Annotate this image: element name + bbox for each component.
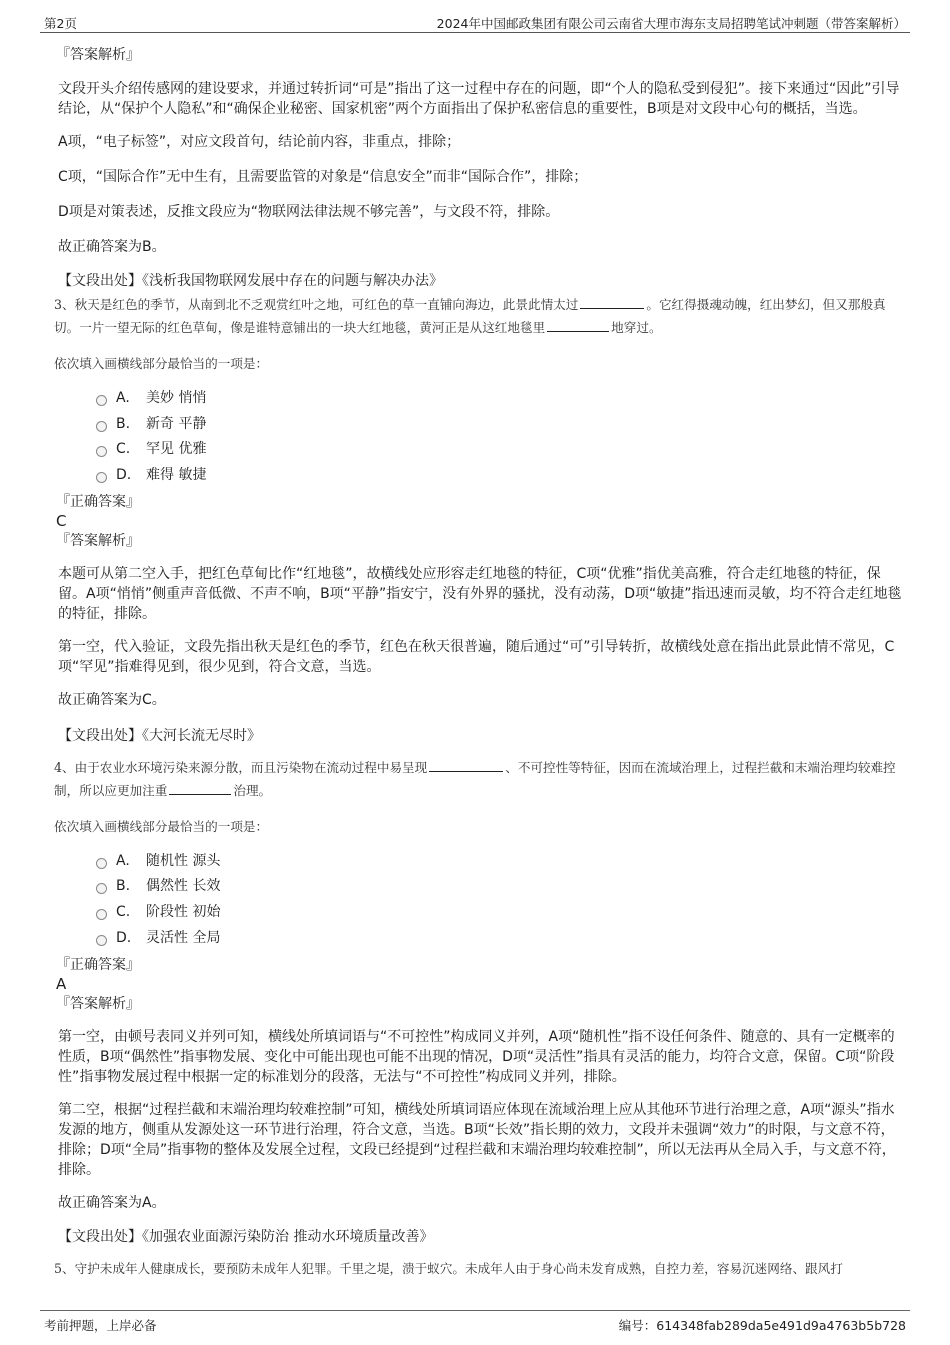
option-letter: C. [116, 904, 131, 921]
radio-button[interactable] [96, 935, 107, 946]
question-2-analysis [56, 46, 904, 291]
question-text-part: 4、由于农业水环境污染来源分散，而且污染物在流动过程中易呈现 [54, 759, 428, 775]
option-b[interactable] [96, 874, 904, 900]
option-letter: B. [116, 415, 131, 432]
option-text: 灵活性 全局 [146, 929, 221, 946]
question-5 [56, 1257, 904, 1280]
option-text: 难得 敏捷 [146, 467, 207, 484]
document-id: 编号：614348fab289da5e491d9a4763b5b728 [618, 1318, 906, 1333]
correct-answer-label: 『正确答案』 [56, 956, 140, 973]
option-letter: A. [116, 852, 130, 869]
option-text: 美妙 悄悄 [146, 390, 207, 406]
question-text-part: 治理。 [233, 782, 272, 798]
radio-button[interactable] [96, 858, 107, 869]
option-b[interactable] [96, 412, 904, 438]
question-text [54, 293, 904, 339]
question-text-part: 地穿过。 [611, 320, 662, 335]
radio-button[interactable] [96, 909, 107, 920]
page-content [56, 44, 904, 1280]
analysis-label: 『答案解析』 [56, 532, 140, 549]
radio-button[interactable] [96, 421, 107, 432]
answer-blank [547, 317, 609, 332]
page-number: 第2页 [44, 16, 77, 31]
answer-blank [429, 757, 503, 772]
answer-blank [580, 294, 644, 309]
option-letter: C. [116, 441, 131, 458]
page-header [40, 12, 910, 33]
page-footer [40, 1310, 910, 1335]
radio-button[interactable] [96, 472, 107, 483]
option-letter: A. [116, 390, 130, 406]
option-d[interactable] [96, 926, 904, 952]
radio-button[interactable] [96, 446, 107, 457]
analysis-label: 『答案解析』 [56, 47, 140, 63]
correct-answer-label: 『正确答案』 [56, 493, 140, 510]
question-4 [56, 756, 904, 1247]
analysis-paragraph: 本题可从第二空入手，把红色草甸比作“红地毯”，故横线处应形容走红地毯的特征，C项“优雅”指优美高雅，符合走红地毯的特征，保留。A项“悄悄”侧重声音低微、不声不响，B项“平静”指安宁，没有外界的骚扰，没有动荡，D项“敏捷”指迅速而灵敏，均不符合走红地毯的特征，排除。 [58, 565, 902, 622]
analysis-paragraph: 第一空，代入验证，文段先指出秋天是红色的季节，红色在秋天很普遍，随后通过“可”引导转折，故横线处意在指出此景此情不常见，C项“罕见”指难得见到，很少见到，符合文意，当选。 [58, 638, 895, 675]
analysis-paragraph: D项是对策表述，反推文段应为“物联网法律法规不够完善”，与文段不符，排除。 [58, 204, 560, 220]
source-citation: 【文段出处】《加强农业面源污染防治 推动水环境质量改善》 [58, 1228, 434, 1245]
analysis-paragraph: C项，“国际合作”无中生有，且需要监管的对象是“信息安全”而非“国际合作”，排除； [58, 169, 588, 185]
question-text-part: 3、秋天是红色的季节，从南到北不乏观赏红叶之地，可红色的草一直铺向海边，此景此情太过 [54, 297, 579, 312]
correct-answer: A [56, 974, 67, 993]
answer-blank [169, 780, 231, 795]
source-citation: 【文段出处】《浅析我国物联网发展中存在的问题与解决办法》 [58, 273, 443, 289]
option-text: 随机性 源头 [146, 852, 221, 869]
analysis-paragraph: 第二空，根据“过程拦截和末端治理均较难控制”可知，横线处所填词语应体现在流域治理上应从其他环节进行治理之意，A项“源头”指水发源的地方，侧重从发源处这一环节进行治理，符合文意，当选。B项“长效”指长期的效力，文段并未强调“效力”的时限，与文意不符，排除；D项“全局”指事物的整体及发展全过程，文段已经提到“过程拦截和末端治理均较难控制”，所以无法再从全局入手，与文意不符，排除。 [58, 1101, 896, 1178]
radio-button[interactable] [96, 883, 107, 894]
document-title: 2024年中国邮政集团有限公司云南省大理市海东支局招聘笔试冲刺题（带答案解析） [436, 16, 906, 31]
option-c[interactable] [96, 437, 904, 463]
correct-answer: C [56, 511, 67, 530]
option-a[interactable] [96, 386, 904, 412]
question-text [54, 756, 904, 802]
option-text: 罕见 优雅 [146, 441, 207, 458]
option-list [96, 849, 904, 952]
analysis-paragraph: A项，“电子标签”，对应文段首句，结论前内容，非重点，排除； [58, 134, 461, 150]
source-citation: 【文段出处】《大河长流无尽时》 [58, 727, 261, 744]
correct-answer-conclusion: 故正确答案为A。 [58, 1194, 166, 1211]
question-3 [56, 293, 904, 746]
correct-answer-conclusion: 故正确答案为C。 [58, 691, 166, 708]
question-prompt: 依次填入画横线部分最恰当的一项是： [54, 356, 269, 371]
option-c[interactable] [96, 900, 904, 926]
question-prompt: 依次填入画横线部分最恰当的一项是： [54, 818, 269, 834]
footer-slogan: 考前押题，上岸必备 [44, 1318, 157, 1333]
option-a[interactable] [96, 849, 904, 875]
correct-answer-conclusion: 故正确答案为B。 [58, 239, 166, 255]
radio-button[interactable] [96, 395, 107, 406]
option-d[interactable] [96, 463, 904, 489]
analysis-paragraph: 第一空，由顿号表同义并列可知，横线处所填词语与“不可控性”构成同义并列，A项“随机性”指不设任何条件、随意的、具有一定概率的性质，B项“偶然性”指事物发展、变化中可能出现也可能不出现的情况，D项“灵活性”指具有灵活的能力，均符合文意，保留。C项“阶段性”指事物发展过程中根据一定的标准划分的段落，无法与“不可控性”构成同义并列，排除。 [58, 1028, 895, 1085]
option-letter: D. [116, 467, 132, 484]
option-text: 阶段性 初始 [146, 904, 221, 921]
option-list [96, 386, 904, 489]
question-text-part: 、不可控性等特征，因而在流域治理上，过程拦截和末端治理均较难控制，所以应更加注重 [54, 759, 896, 798]
analysis-label: 『答案解析』 [56, 995, 140, 1012]
question-text: 5、守护未成年人健康成长，要预防未成年人犯罪。千里之堤，溃于蚁穴。未成年人由于身心尚未发育成熟，自控力差，容易沉迷网络、跟风打 [54, 1260, 843, 1276]
analysis-paragraph: 文段开头介绍传感网的建设要求，并通过转折词“可是”指出了这一过程中存在的问题，即“个人的隐私受到侵犯”。接下来通过“因此”引导结论，从“保护个人隐私”和“确保企业秘密、国家机密”两个方面指出了保护私密信息的重要性，B项是对文段中心句的概括，当选。 [58, 81, 900, 117]
option-text: 新奇 平静 [146, 415, 207, 432]
option-text: 偶然性 长效 [146, 878, 221, 895]
question-text-part: 。它红得摄魂动魄，红出梦幻，但又那般真切。一片一望无际的红色草甸，像是谁特意铺出的一块大红地毯，黄河正是从这红地毯里 [54, 297, 886, 335]
option-letter: B. [116, 878, 131, 895]
option-letter: D. [116, 929, 132, 946]
